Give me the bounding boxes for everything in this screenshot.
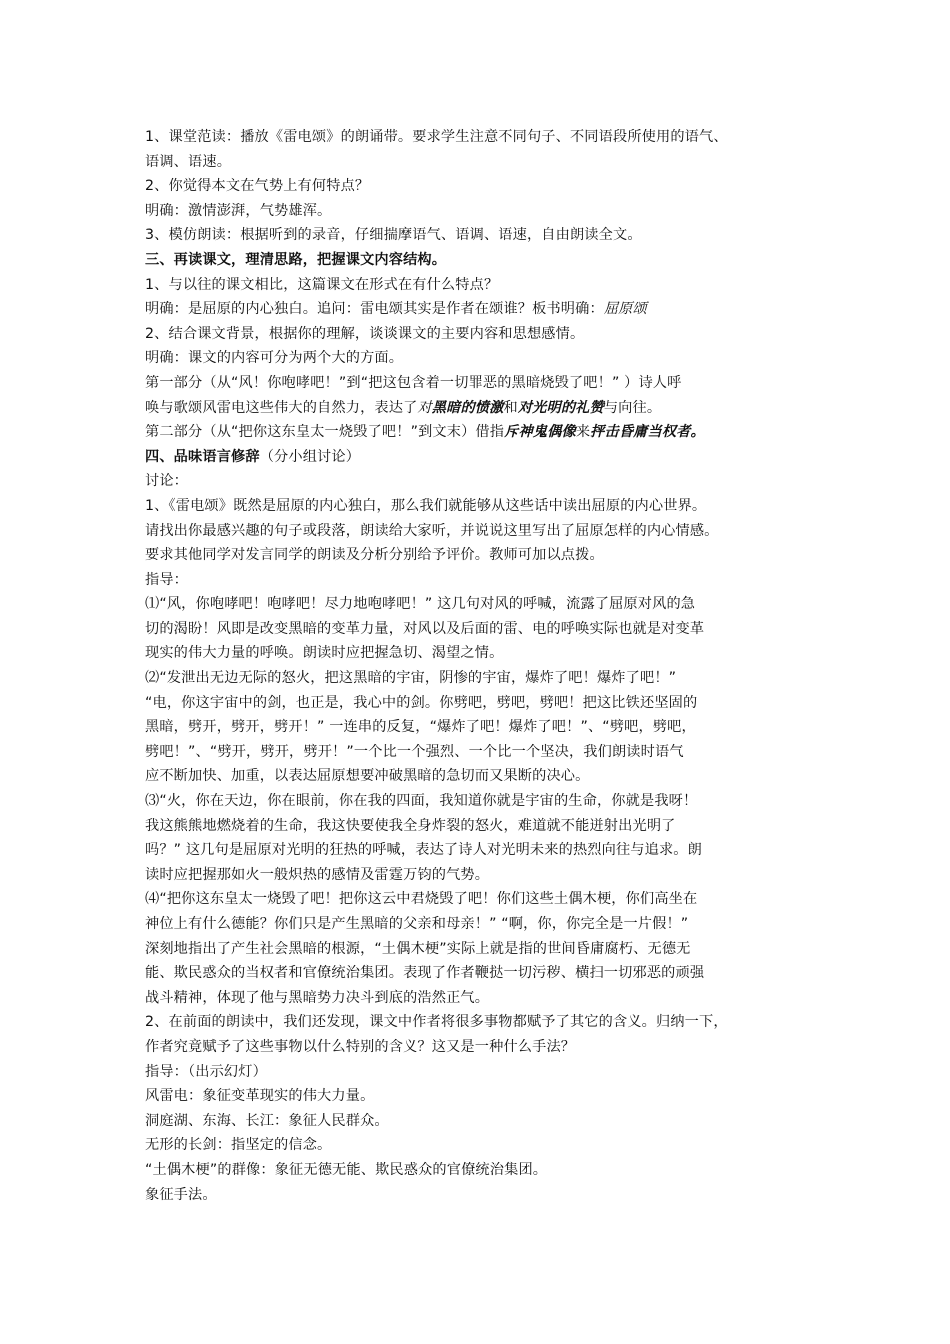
text-run: ⑴“风，你咆哮吧！咆哮吧！尽力地咆哮吧！” 这几句对风的呼喊，流露了屈原对风的急: [145, 596, 696, 613]
text-line: [145, 1158, 835, 1183]
text-run: 洞庭湖、东海、长江：象征人民群众。: [145, 1112, 389, 1129]
text-line: [145, 691, 835, 716]
text-line: [145, 641, 835, 666]
text-line: [145, 617, 835, 642]
text-run: 指导：: [145, 571, 189, 588]
text-line: [145, 174, 835, 199]
text-line: [145, 125, 835, 150]
emphasis-text-run: 黑暗的愤激: [431, 399, 504, 416]
text-run: 讨论：: [145, 473, 189, 490]
text-line: [145, 273, 835, 298]
text-run: 深刻地指出了产生社会黑暗的根源，“土偶木梗”实际上就是指的世间昏庸腐朽、无德无: [145, 940, 691, 957]
text-run: 我这熊熊地燃烧着的生命，我这快要使我全身炸裂的怒火，难道就不能迸射出光明了: [145, 817, 676, 834]
emphasis-text-run: 抨击昏庸当权者。: [590, 424, 705, 441]
text-line: [145, 666, 835, 691]
text-run: 第二部分（从“把你这东皇太一烧毁了吧！”到文末）借指: [145, 424, 505, 441]
text-run: 能、欺民惑众的当权者和官僚统治集团。表现了作者鞭挞一切污秽、横扫一切邪恶的顽强: [145, 965, 705, 982]
text-line: [145, 1035, 835, 1060]
text-run: 应不断加快、加重，以表达屈原想要冲破黑暗的急切而又果断的决心。: [145, 768, 590, 785]
text-line: [145, 494, 835, 519]
text-run: 吗？” 这几句是屈原对光明的狂热的呼喊，表达了诗人对光明未来的热烈向往与追求。朗: [145, 842, 702, 859]
text-line: [145, 986, 835, 1011]
text-line: [145, 445, 835, 470]
text-line: [145, 838, 835, 863]
text-run: 2、你觉得本文在气势上有何特点？: [145, 178, 370, 195]
emphasis-text-run: 对: [417, 399, 432, 416]
text-line: [145, 1133, 835, 1158]
emphasis-text-run: 屈原颂: [603, 301, 647, 318]
emphasis-text-run: 四、品味语言修辞: [145, 448, 260, 465]
text-line: [145, 863, 835, 888]
text-line: [145, 789, 835, 814]
text-line: [145, 519, 835, 544]
text-run: 3、模仿朗读：根据听到的录音，仔细揣摩语气、语调、语速，自由朗读全文。: [145, 227, 642, 244]
text-run: 现实的伟大力量的呼唤。朗读时应把握急切、渴望之情。: [145, 645, 504, 662]
text-run: 劈吧！”、“劈开，劈开，劈开！”一个比一个强烈、一个比一个坚决，我们朗读时语气: [145, 743, 684, 760]
text-run: 黑暗，劈开，劈开，劈开！” 一连串的反复，“爆炸了吧！爆炸了吧！”、“劈吧，劈吧，: [145, 719, 696, 736]
text-run: 第一部分（从“风！你咆哮吧！”到“把这包含着一切罪恶的黑暗烧毁了吧！” ）诗人呼: [145, 374, 682, 391]
emphasis-text-run: 对光明的礼赞: [517, 399, 604, 416]
text-line: [145, 1109, 835, 1134]
text-run: 切的渴盼！风即是改变黑暗的变革力量，对风以及后面的雷、电的呼唤实际也就是对变革: [145, 620, 705, 637]
text-run: 风雷电：象征变革现实的伟大力量。: [145, 1088, 375, 1105]
text-run: 明确：激情澎湃，气势雄浑。: [145, 202, 332, 219]
text-line: [145, 764, 835, 789]
text-run: （分小组讨论）: [259, 448, 361, 465]
emphasis-text-run: 三、再读课文，理清思路，把握课文内容结构。: [145, 251, 447, 268]
text-line: [145, 223, 835, 248]
text-run: 象征手法。: [145, 1186, 217, 1203]
text-line: [145, 1084, 835, 1109]
text-line: [145, 297, 835, 322]
text-run: ⑵“发泄出无边无际的怒火，把这黑暗的宇宙，阴惨的宇宙，爆炸了吧！爆炸了吧！”: [145, 670, 677, 687]
text-run: 无形的长剑：指坚定的信念。: [145, 1137, 332, 1154]
text-run: 战斗精神，体现了他与黑暗势力决斗到底的浩然正气。: [145, 989, 490, 1006]
text-line: [145, 887, 835, 912]
text-run: 要求其他同学对发言同学的朗读及分析分别给予评价。教师可加以点拨。: [145, 547, 604, 564]
document-body: [145, 125, 835, 1207]
text-line: [145, 199, 835, 224]
text-run: “电，你这宇宙中的剑，也正是，我心中的剑。你劈吧，劈吧，劈吧！把这比铁还坚固的: [145, 694, 698, 711]
text-run: 语调、语速。: [145, 153, 232, 170]
text-line: [145, 543, 835, 568]
text-run: 神位上有什么德能？你们只是产生黑暗的父亲和母亲！” “啊，你，你完全是一片假！”: [145, 916, 689, 932]
text-run: 唤与歌颂风雷电这些伟大的自然力，表达了: [145, 399, 418, 416]
text-run: 请找出你最感兴趣的句子或段落，朗读给大家听，并说说这里写出了屈原怎样的内心情感。: [145, 522, 719, 539]
text-run: 与向往。: [603, 399, 662, 416]
text-line: [145, 150, 835, 175]
text-line: [145, 396, 835, 421]
text-line: [145, 1060, 835, 1085]
text-line: [145, 814, 835, 839]
text-run: 指导：（出示幻灯）: [145, 1063, 267, 1080]
text-run: 作者究竟赋予了这些事物以什么特别的含义？这又是一种什么手法？: [145, 1038, 576, 1055]
text-run: 和: [503, 399, 518, 416]
text-run: 1、《雷电颂》既然是屈原的内心独白，那么我们就能够从这些话中读出屈原的内心世界。: [145, 497, 707, 514]
text-run: 读时应把握那如火一般炽热的感情及雷霆万钧的气势。: [145, 866, 490, 883]
text-line: [145, 248, 835, 273]
text-line: [145, 740, 835, 765]
text-line: [145, 346, 835, 371]
text-run: ⑷“把你这东皇太一烧毁了吧！把你这云中君烧毁了吧！你们这些土偶木梗，你们高坐在: [145, 891, 698, 908]
text-line: [145, 371, 835, 396]
text-run: 2、在前面的朗读中，我们还发现，课文中作者将很多事物都赋予了其它的含义。归纳一下，: [145, 1014, 728, 1031]
text-line: [145, 937, 835, 962]
text-run: ⑶“火，你在天边，你在眼前，你在我的四面，我知道你就是宇宙的生命，你就是我呀！: [145, 793, 698, 810]
text-line: [145, 1183, 835, 1208]
text-line: [145, 322, 835, 347]
text-line: [145, 715, 835, 740]
text-line: [145, 568, 835, 593]
text-line: [145, 1010, 835, 1035]
text-line: [145, 420, 835, 445]
text-line: [145, 469, 835, 494]
emphasis-text-run: 斥神鬼偶像: [504, 424, 576, 441]
text-run: “土偶木梗”的群像：象征无德无能、欺民惑众的官僚统治集团。: [145, 1161, 548, 1178]
text-run: 2、结合课文背景，根据你的理解，谈谈课文的主要内容和思想感情。: [145, 325, 585, 342]
text-run: 明确：是屈原的内心独白。追问：雷电颂其实是作者在颂谁？板书明确：: [145, 301, 604, 318]
text-run: 明确：课文的内容可分为两个大的方面。: [145, 350, 404, 367]
text-line: [145, 592, 835, 617]
text-line: [145, 912, 835, 937]
text-run: 1、课堂范读：播放《雷电颂》的朗诵带。要求学生注意不同句子、不同语段所使用的语气、: [145, 129, 728, 145]
text-line: [145, 961, 835, 986]
text-run: 1、与以往的课文相比，这篇课文在形式在有什么特点？: [145, 276, 499, 293]
text-run: 来: [575, 424, 591, 441]
